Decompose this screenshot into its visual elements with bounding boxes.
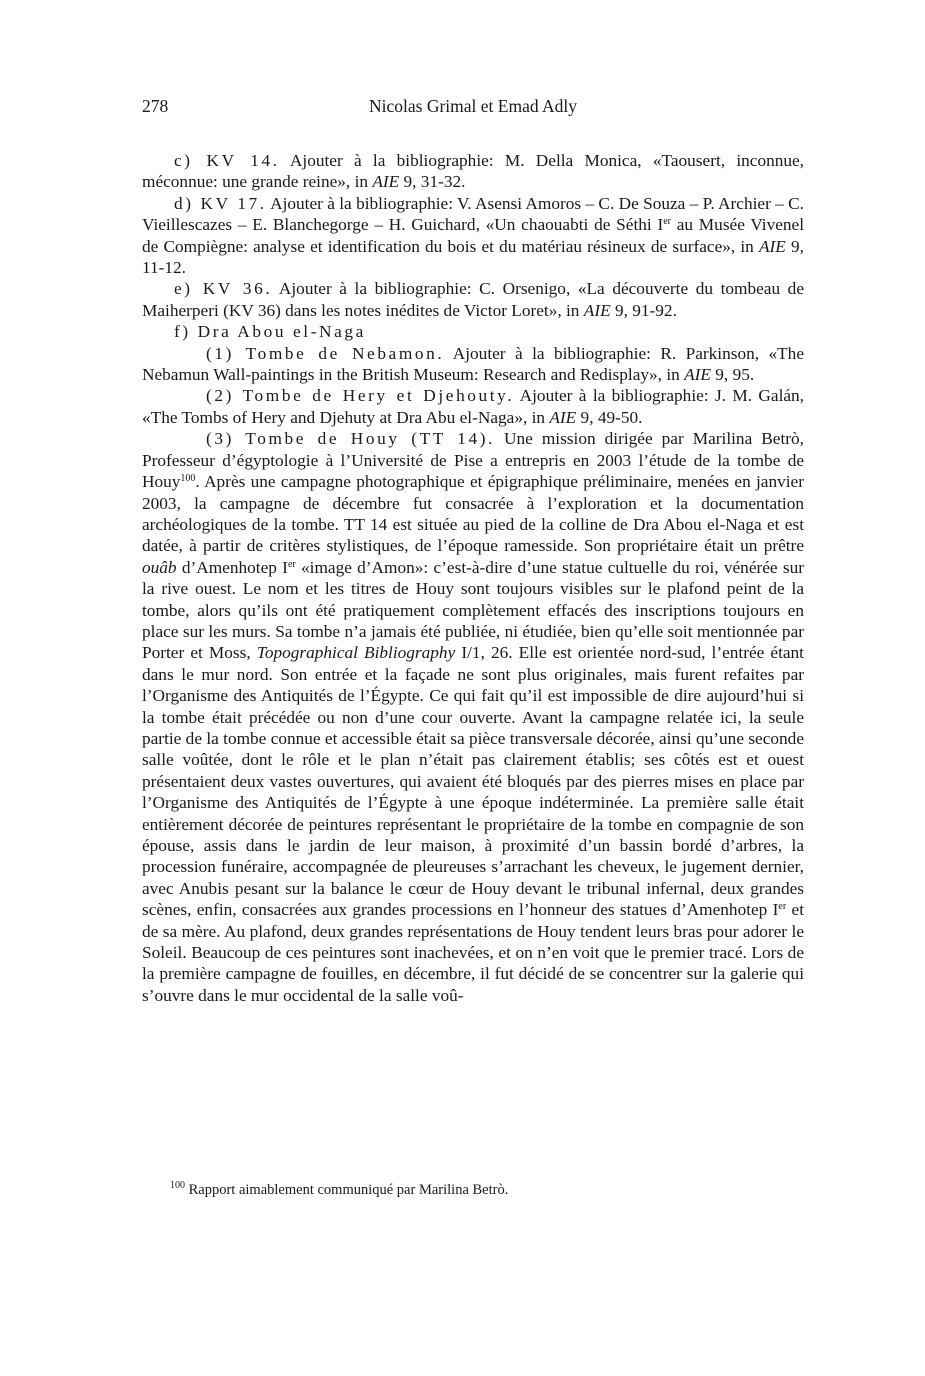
footnote-reference[interactable]: 100 [180, 473, 196, 485]
section-label: c) KV 14. [174, 151, 280, 170]
journal-title: AIE [684, 365, 711, 385]
running-header [142, 96, 804, 120]
section-label: (2) Tombe de Hery et Djehouty. [206, 386, 515, 406]
section-label: (1) Tombe de Nebamon. [206, 343, 445, 363]
paragraph-nebamon: (1) Tombe de Nebamon. Ajouter à la bibliographie: R. Parkinson, «The Nebamun Wall-paintings in the British Museum: Research and Redisplay», in AIE 9, 95. [142, 343, 804, 385]
body-text [142, 150, 804, 1006]
section-label: e) KV 36. [174, 279, 273, 299]
paragraph-houy: (3) Tombe de Houy (TT 14). Une mission dirigée par Marilina Betrò, Professeur d’égyptologie à l’Université de Pise a entrepris en 2003 l’étude de la tombe de Houy$^{100}$. Après une campagne photographique et épigraphique préliminaire, menées en janvier 2003, la campagne de décembre fut consacrée à l’exploration et la documentation archéologiques de la tombe. TT 14 est située au pied de la colline de Dra Abou el-Naga et est datée, à partir de critères stylistiques, de l’époque ramesside. Son propriétaire était un prêtre ouâb d’Amenhotep Ier «image d’Amon»: c’est-à-dire d’une statue cultuelle du roi, vénérée sur la rive ouest. Le nom et les titres de Houy sont toujours visibles sur le plafond peint de la tombe, alors qu’ils ont été pratiquement complètement effacés des inscriptions toujours en place sur les murs. Sa tombe n’a jamais été publiée, ni étudiée, bien qu’elle soit mentionnée par Porter et Moss, Topographical Bibliography I/1, 26. Elle est orientée nord-sud, l’entrée étant dans le mur nord. Son entrée et la façade ne sont plus originales, mais furent refaites par l’Organisme des Antiquités de l’Égypte. Ce qui fait qu’il est impossible de dire aujourd’hui si la tombe était précédée ou non d’une cour ouverte. Avant la campagne relatée ici, la seule partie de la tombe connue et accessible était sa pièce transversale décorée, ainsi qu’une seconde salle voûtée, dont le rôle et le plan n’était pas clairement établis; ses côtés est et ouest présentaient deux vastes ouvertures, qui avaient été bloqués par des pierres mises en place par l’Organisme des Antiquités de l’Égypte à une époque indéterminée. La première salle était entièrement décorée de peintures représentant le propriétaire de la tombe en compagnie de son épouse, assis dans le jardin de leur maison, à proximité d’un bassin bordé d’arbres, la procession funéraire, accompagnée de pleureuses s’arrachant les cheveux, le jugement dernier, avec Anubis pesant sur la balance le cœur de Houy devant le tribunal infernal, deux grandes scènes, enfin, consacrées aux grandes processions en l’honneur des statues d’Amenhotep Ier et de sa mère. Au plafond, deux grandes représentations de Houy tendent leurs bras pour adorer le Soleil. Beaucoup de ces peintures sont inachevées, et on n’en voit que le premier tracé. Lors de la première campagne de fouilles, en décembre, il fut décidé de se concentrer sur la galerie qui s’ouvre dans le mur occidental de la salle voû- [142, 429, 805, 1005]
journal-title: AIE [549, 407, 577, 427]
paragraph-kv14: c) KV 14. Ajouter à la bibliographie: M. Della Monica, «Taousert, inconnue, méconnue: une grande reine», in AIE 9, 31-32. [142, 151, 804, 192]
footnote-text: Rapport aimablement communiqué par Marilina Betrò. [185, 1182, 509, 1198]
paragraph-hery-djehouty: (2) Tombe de Hery et Djehouty. Ajouter à la bibliographie: J. M. Galán, «The Tombs of Hery and Djehuty at Dra Abu el-Naga», in AIE 9, 49-50. [142, 386, 804, 427]
journal-title: AIE [372, 172, 400, 192]
journal-title: AIE [759, 236, 786, 256]
book-title: Topographical Bibliography [256, 643, 456, 663]
running-title: Nicolas Grimal et Emad Adly [368, 96, 577, 116]
section-label: d) KV 17. [174, 193, 267, 213]
footnote [142, 1181, 804, 1199]
page-number: 278 [142, 96, 169, 116]
journal-title: AIE [583, 300, 611, 320]
section-heading-dra-abou-el-naga: f) Dra Abou el-Naga [174, 322, 366, 342]
section-label: (3) Tombe de Houy (TT 14). [206, 429, 495, 449]
footnote-number: 100 [170, 1180, 185, 1191]
paragraph-kv17: d) KV 17. Ajouter à la bibliographie: V. Asensi Amoros – C. De Souza – P. Archier – C. Vieillescazes – E. Blanchegorge – H. Guichard, «Un chaouabti de Séthi Ier au Musée Vivenel de Compiègne: analyse et identification du bois et du matériau résineux de surface», in AIE 9, 11-12. [142, 193, 805, 278]
paragraph-kv36: e) KV 36. Ajouter à la bibliographie: C. Orsenigo, «La découverte du tombeau de Maiherperi (KV 36) dans les notes inédites de Victor Loret», in AIE 9, 91-92. [142, 279, 804, 320]
